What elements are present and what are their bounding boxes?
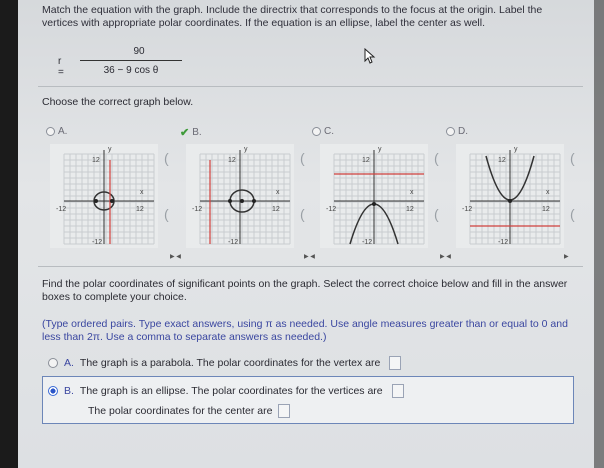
graph-b-plot bbox=[186, 144, 294, 248]
vertices-answer-box[interactable] bbox=[392, 384, 404, 398]
radio-answer-a[interactable] bbox=[48, 358, 58, 368]
center-answer-box[interactable] bbox=[278, 404, 290, 418]
choose-prompt: Choose the correct graph below. bbox=[42, 96, 194, 108]
equation-lhs: r = bbox=[58, 56, 64, 78]
tick-pos: 12 bbox=[92, 157, 100, 164]
tick-pos: 12 bbox=[228, 157, 236, 164]
answer-a-text: The graph is a parabola. The polar coordinates for the vertex are bbox=[79, 357, 381, 369]
center-text: The polar coordinates for the center are bbox=[88, 404, 273, 417]
tick-neg: -12 bbox=[362, 239, 373, 246]
fraction-bar bbox=[80, 60, 182, 61]
answer-choice-a[interactable] bbox=[48, 356, 401, 370]
option-c[interactable] bbox=[312, 126, 334, 137]
find-instructions: Find the polar coordinates of significant points on the graph. Select the correct choice below and fill in the answer boxes to complete your choice. bbox=[42, 278, 568, 303]
zoom-icon[interactable]: ( bbox=[300, 206, 305, 222]
screen-bezel-right bbox=[594, 0, 604, 468]
radio-c[interactable] bbox=[312, 127, 321, 136]
tick-pos: 12 bbox=[272, 206, 280, 213]
format-instructions: (Type ordered pairs. Type exact answers, using π as needed. Use angle measures greater than or equal to 0 and less than 2π. Use a comma to separate answers as needed.) bbox=[42, 318, 568, 343]
graph-c[interactable] bbox=[320, 144, 428, 248]
x-axis-label: x bbox=[276, 189, 280, 196]
scroll-arrows-icon[interactable]: ▶ ◀ bbox=[440, 254, 451, 260]
graph-a[interactable] bbox=[50, 144, 158, 248]
tick-pos: 12 bbox=[542, 206, 550, 213]
tick-neg: -12 bbox=[228, 239, 239, 246]
zoom-icon[interactable]: ( bbox=[164, 150, 169, 166]
graph-a-plot bbox=[50, 144, 158, 248]
tick-pos: 12 bbox=[498, 157, 506, 164]
tick-neg: -12 bbox=[192, 206, 203, 213]
x-axis-label: x bbox=[140, 189, 144, 196]
x-axis-label: x bbox=[546, 189, 550, 196]
zoom-icon[interactable]: ( bbox=[434, 150, 439, 166]
tick-pos: 12 bbox=[136, 206, 144, 213]
divider bbox=[38, 86, 583, 87]
tick-pos: 12 bbox=[362, 157, 370, 164]
divider bbox=[38, 266, 583, 267]
y-axis-label: y bbox=[378, 146, 382, 153]
zoom-icon[interactable]: ( bbox=[164, 206, 169, 222]
y-axis-label: y bbox=[244, 146, 248, 153]
radio-a[interactable] bbox=[46, 127, 55, 136]
question-text: Match the equation with the graph. Include the directrix that corresponds to the focus at the origin. Label the vertices with appropriate polar coordinates. If the equation is an ellipse, label the center as well. bbox=[42, 4, 543, 29]
option-a[interactable] bbox=[46, 126, 67, 137]
checkmark-icon: ✔ bbox=[180, 127, 190, 139]
equation-numerator: 90 bbox=[133, 46, 145, 57]
scroll-arrows-icon[interactable]: ▶ ◀ bbox=[304, 254, 315, 260]
vertex-answer-box[interactable] bbox=[389, 356, 401, 370]
tick-neg: -12 bbox=[462, 206, 473, 213]
option-d-label: D. bbox=[458, 126, 468, 137]
answer-choice-b[interactable] bbox=[48, 384, 404, 398]
option-d[interactable] bbox=[446, 126, 468, 137]
scroll-arrow-icon[interactable]: ▶ bbox=[564, 254, 569, 260]
option-b[interactable] bbox=[180, 126, 202, 139]
tick-neg: -12 bbox=[326, 206, 337, 213]
option-b-label: B. bbox=[192, 127, 202, 138]
tick-neg: -12 bbox=[56, 206, 67, 213]
zoom-icon[interactable]: ( bbox=[570, 150, 575, 166]
graph-b[interactable] bbox=[186, 144, 294, 248]
zoom-icon[interactable]: ( bbox=[570, 206, 575, 222]
answer-b-text: The graph is an ellipse. The polar coordinates for the vertices are bbox=[79, 385, 383, 397]
graph-c-plot bbox=[320, 144, 428, 248]
question-panel bbox=[28, 0, 588, 468]
graph-d[interactable] bbox=[456, 144, 564, 248]
option-c-label: C. bbox=[324, 126, 334, 137]
zoom-icon[interactable]: ( bbox=[300, 150, 305, 166]
answer-a-letter: A. bbox=[64, 357, 74, 369]
equation-denominator: 36 − 9 cos θ bbox=[103, 65, 159, 76]
mouse-cursor-icon bbox=[364, 48, 376, 64]
scroll-arrows-icon[interactable]: ▶ ◀ bbox=[170, 254, 181, 260]
y-axis-label: y bbox=[108, 146, 112, 153]
zoom-icon[interactable]: ( bbox=[434, 206, 439, 222]
tick-neg: -12 bbox=[92, 239, 103, 246]
center-answer-row bbox=[88, 404, 290, 418]
radio-answer-b[interactable] bbox=[48, 386, 58, 396]
tick-pos: 12 bbox=[406, 206, 414, 213]
screen-bezel-left bbox=[0, 0, 18, 468]
option-a-label: A. bbox=[58, 126, 68, 137]
x-axis-label: x bbox=[410, 189, 414, 196]
answer-b-letter: B. bbox=[64, 385, 74, 397]
graph-d-plot bbox=[456, 144, 564, 248]
y-axis-label: y bbox=[514, 146, 518, 153]
tick-neg: -12 bbox=[498, 239, 509, 246]
radio-d[interactable] bbox=[446, 127, 455, 136]
